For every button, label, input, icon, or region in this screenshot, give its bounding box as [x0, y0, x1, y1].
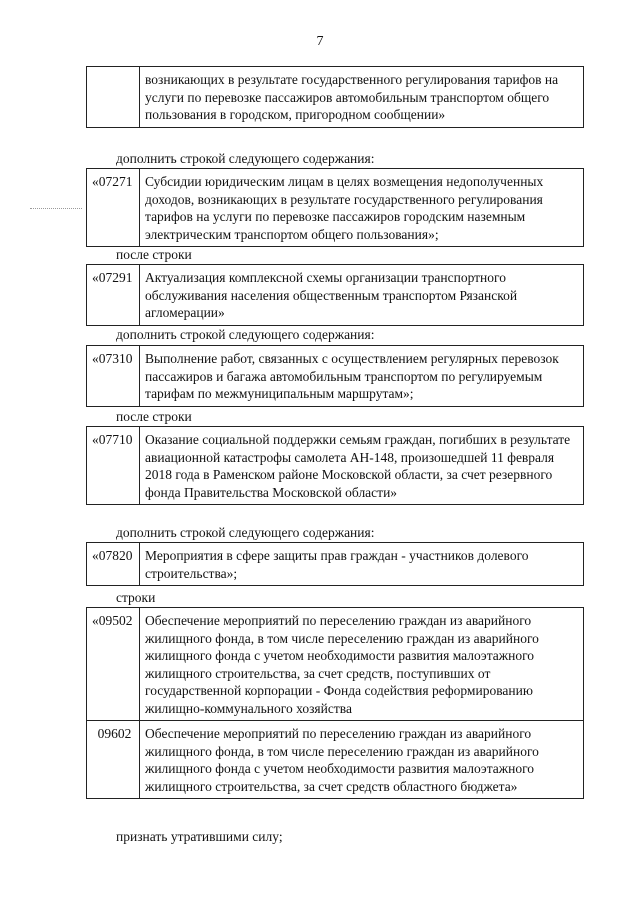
page-number: 7: [316, 34, 324, 49]
instruction-add-line: дополнить строкой следующего содержания:: [116, 327, 375, 342]
instruction-lines: строки: [116, 590, 156, 605]
table-row: [87, 427, 584, 505]
instruction-after-line: после строки: [116, 247, 192, 262]
row-code: «09502: [87, 608, 140, 721]
row-text: Обеспечение мероприятий по переселению граждан из аварийного жилищного фонда, в том числе переселению граждан из аварийного жилищного фонда с учетом необходимости развития малоэтажного жилищного строительства, за счет средств областного бюджета»: [140, 721, 584, 799]
row-text: Оказание социальной поддержки семьям граждан, погибших в результате авиационной катастрофы самолета АН-148, произошедшей 11 февраля 2018 года в Раменском районе Московской области, за счет резервного фонда Правительства Московской области»: [140, 427, 584, 505]
instruction-after-line: после строки: [116, 409, 192, 424]
table-row-07291: [86, 264, 584, 326]
row-text: Выполнение работ, связанных с осуществлением регулярных перевозок пассажиров и багажа автомобильным транспортом по регулируемым тарифам по межмуниципальным маршрутам»;: [140, 346, 584, 407]
row-text: Мероприятия в сфере защиты прав граждан - участников долевого строительства»;: [140, 543, 584, 586]
instruction-repeal: признать утратившими силу;: [116, 829, 283, 844]
table-row-07710: [86, 426, 584, 505]
table-row: [87, 543, 584, 586]
row-code: «07271: [87, 169, 140, 247]
table-row-07271: [86, 168, 584, 247]
table-row: [87, 346, 584, 407]
row-text: Субсидии юридическим лицам в целях возмещения недополученных доходов, возникающих в результате государственного регулирования тарифов на услуги по перевозке пассажиров городским наземным электрическим транспортом общего пользования»;: [140, 169, 584, 247]
row-text: Актуализация комплексной схемы организации транспортного обслуживания населения общественным транспортом Рязанской агломерации»: [140, 265, 584, 326]
table-row-continuation: [86, 66, 584, 128]
row-code: «07710: [87, 427, 140, 505]
table-row-07820: [86, 542, 584, 586]
scan-artifact: [30, 208, 82, 211]
table-row: [87, 721, 584, 799]
table-row-07310: [86, 345, 584, 407]
instruction-add-line: дополнить строкой следующего содержания:: [116, 151, 375, 166]
table-row: [87, 169, 584, 247]
row-text: Обеспечение мероприятий по переселению граждан из аварийного жилищного фонда, в том числе переселению граждан из аварийного жилищного фонда с учетом необходимости развития малоэтажного жилищного строительства, за счет средств, поступивших от государственной корпорации - Фонда содействия реформированию жилищно-коммунального хозяйства: [140, 608, 584, 721]
row-code: [87, 67, 140, 128]
row-code: 09602: [87, 721, 140, 799]
row-code: «07820: [87, 543, 140, 586]
row-text: возникающих в результате государственного регулирования тарифов на услуги по перевозке пассажиров автомобильным транспортом общего пользования в городском, пригородном сообщении»: [140, 67, 584, 128]
table-row: [87, 265, 584, 326]
row-code: «07291: [87, 265, 140, 326]
table-row: [87, 67, 584, 128]
instruction-add-line: дополнить строкой следующего содержания:: [116, 525, 375, 540]
table-row: [87, 608, 584, 721]
table-rows-09502-09602: [86, 607, 584, 799]
row-code: «07310: [87, 346, 140, 407]
